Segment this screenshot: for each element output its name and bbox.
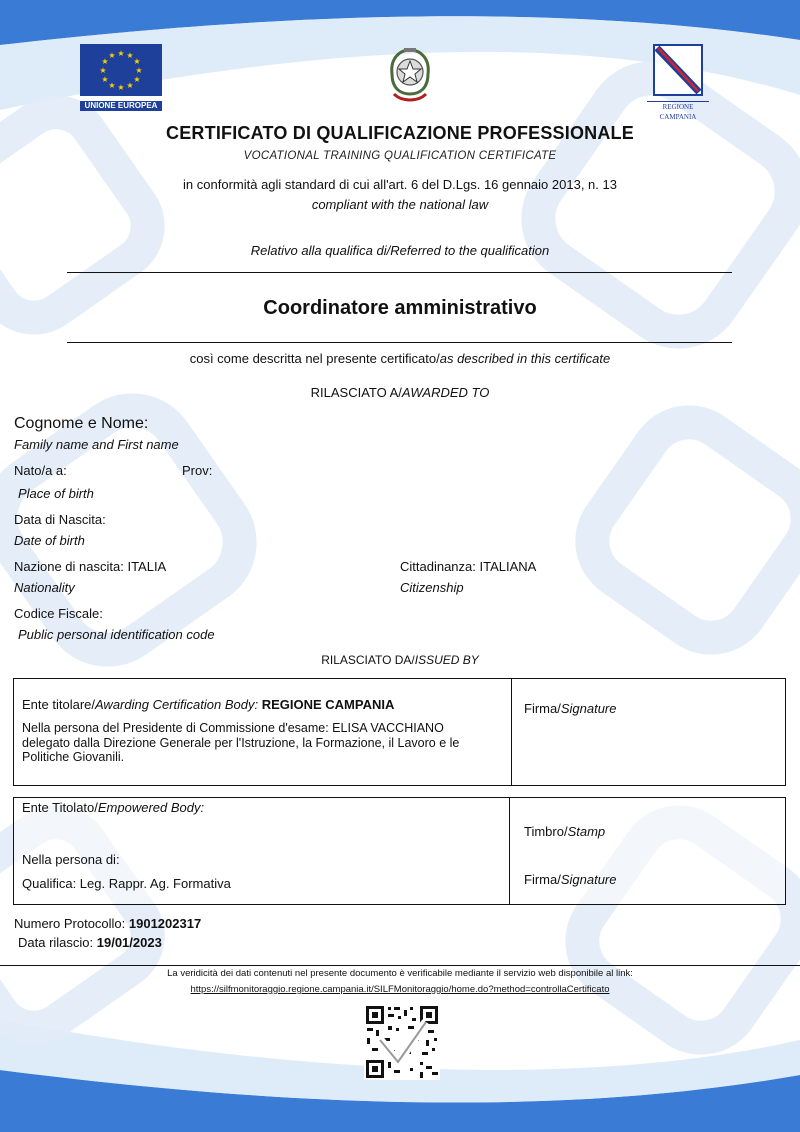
footer-divider <box>0 965 800 966</box>
svg-text:★: ★ <box>126 81 134 90</box>
awarding-body-italic: Awarding Certification Body: <box>95 697 262 712</box>
awarding-person-line-2: delegato dalla Direzione Generale per l'Istruzione, la Formazione, il Lavoro e le <box>22 735 460 750</box>
law-reference-english: compliant with the national law <box>311 197 489 212</box>
eu-label: UNIONE EUROPEA <box>80 101 162 111</box>
svg-text:★: ★ <box>117 49 125 58</box>
verification-text: La veridicità dei dati contenuti nel presente documento è verificabile mediante il servizio web disponibile al link: <box>167 968 633 979</box>
awarding-body-box <box>13 678 786 786</box>
verification-qr-code[interactable] <box>364 1004 440 1080</box>
certificate-title: CERTIFICATO DI QUALIFICAZIONE PROFESSIONALE <box>166 123 634 143</box>
qr-code-icon <box>364 1004 440 1080</box>
issued-prefix: RILASCIATO DA/ <box>321 653 415 667</box>
eu-flag-logo <box>80 44 162 110</box>
regione-campania-logo <box>643 44 713 121</box>
holder-name-label: Cognome e Nome: <box>14 415 149 432</box>
svg-text:★: ★ <box>99 66 107 75</box>
issue-date-value: 19/01/2023 <box>96 935 162 950</box>
issued-suffix: ISSUED BY <box>414 653 479 667</box>
awarding-body-prefix: Ente titolare/ <box>22 697 95 712</box>
empowered-body-prefix: Ente Titolato/ <box>22 800 98 815</box>
svg-text:★: ★ <box>133 75 141 84</box>
empowered-body-italic: Empowered Body: <box>97 800 205 815</box>
described-suffix: as described in this certificate <box>439 351 611 366</box>
svg-text:★: ★ <box>133 57 141 66</box>
awarding-person-text <box>22 721 507 765</box>
qualification-intro: Relativo alla qualifica di/Referred to the qualification <box>250 243 550 258</box>
italian-republic-emblem <box>384 44 436 106</box>
awarding-person-line-3: Politiche Giovanili. <box>22 750 125 764</box>
awarded-prefix: RILASCIATO A/ <box>310 385 402 400</box>
svg-text:★: ★ <box>101 57 109 66</box>
awarding-person-line-1: Nella persona del Presidente di Commissione d'esame: ELISA VACCHIANO <box>22 721 444 735</box>
awarded-suffix: AWARDED TO <box>401 385 490 400</box>
box2-divider <box>509 798 510 904</box>
qualification-name: Coordinatore amministrativo <box>263 297 537 319</box>
box2-stamp-italic: Stamp <box>567 824 606 839</box>
box2-signature-italic: Signature <box>560 872 617 887</box>
nationality-sub: Nationality <box>14 580 75 595</box>
campania-label: REGIONE CAMPANIA <box>647 101 709 122</box>
birthdate-sub: Date of birth <box>14 533 85 548</box>
awarding-body-value: REGIONE CAMPANIA <box>261 697 395 712</box>
box2-signature-prefix: Firma/ <box>524 872 561 887</box>
certificate-subtitle: VOCATIONAL TRAINING QUALIFICATION CERTIFICATE <box>243 150 557 162</box>
svg-text:★: ★ <box>117 83 125 92</box>
box2-stamp-label <box>524 824 605 839</box>
box2-stamp-prefix: Timbro/ <box>524 824 568 839</box>
described-prefix: così come descritta nel presente certificato/ <box>189 351 440 366</box>
svg-text:★: ★ <box>126 51 134 60</box>
svg-text:★: ★ <box>108 51 116 60</box>
law-reference: in conformità agli standard di cui all'art. 6 del D.Lgs. 16 gennaio 2013, n. 13 <box>183 177 617 192</box>
fiscal-code-label: Codice Fiscale: <box>14 606 103 621</box>
province-label: Prov: <box>182 463 213 478</box>
nationality-label: Nazione di nascita: ITALIA <box>14 559 167 574</box>
fiscal-code-sub: Public personal identification code <box>18 627 215 642</box>
protocol-number-value: 1901202317 <box>128 916 202 931</box>
birthplace-label: Nato/a a: <box>14 463 67 478</box>
eu-stars-icon <box>80 44 162 96</box>
verification-link[interactable]: https://silfmonitoraggio.regione.campania.it/SILFMonitoraggio/home.do?method=controllaCertificato <box>190 984 610 995</box>
awarding-body-line <box>22 697 394 712</box>
citizenship-sub: Citizenship <box>400 580 464 595</box>
empowered-body-box <box>13 797 786 905</box>
divider-top <box>67 272 732 273</box>
birthdate-label: Data di Nascita: <box>14 512 106 527</box>
box1-signature-italic: Signature <box>560 701 617 716</box>
svg-text:★: ★ <box>101 75 109 84</box>
box1-signature-label <box>524 701 617 716</box>
issue-date <box>18 935 162 950</box>
issued-by-label <box>0 653 800 667</box>
verification-link-wrap <box>0 984 800 995</box>
box1-signature-prefix: Firma/ <box>524 701 561 716</box>
protocol-number <box>14 916 201 931</box>
empowered-qualifica: Qualifica: Leg. Rappr. Ag. Formativa <box>22 876 231 891</box>
birthplace-sub: Place of birth <box>18 486 94 501</box>
divider-bottom <box>67 342 732 343</box>
citizenship-label: Cittadinanza: ITALIANA <box>400 559 537 574</box>
emblem-icon <box>384 44 436 106</box>
holder-name-sub: Family name and First name <box>14 437 179 452</box>
box2-signature-label <box>524 872 617 887</box>
svg-text:★: ★ <box>135 66 143 75</box>
issue-date-label: Data rilascio: <box>18 935 97 950</box>
empowered-person-label: Nella persona di: <box>22 852 120 867</box>
empowered-body-line <box>22 800 204 815</box>
awarded-to-label <box>0 385 800 400</box>
box1-divider <box>511 679 512 785</box>
svg-text:★: ★ <box>108 81 116 90</box>
described-note <box>0 351 800 366</box>
protocol-number-label: Numero Protocollo: <box>14 916 129 931</box>
campania-icon <box>643 44 713 96</box>
